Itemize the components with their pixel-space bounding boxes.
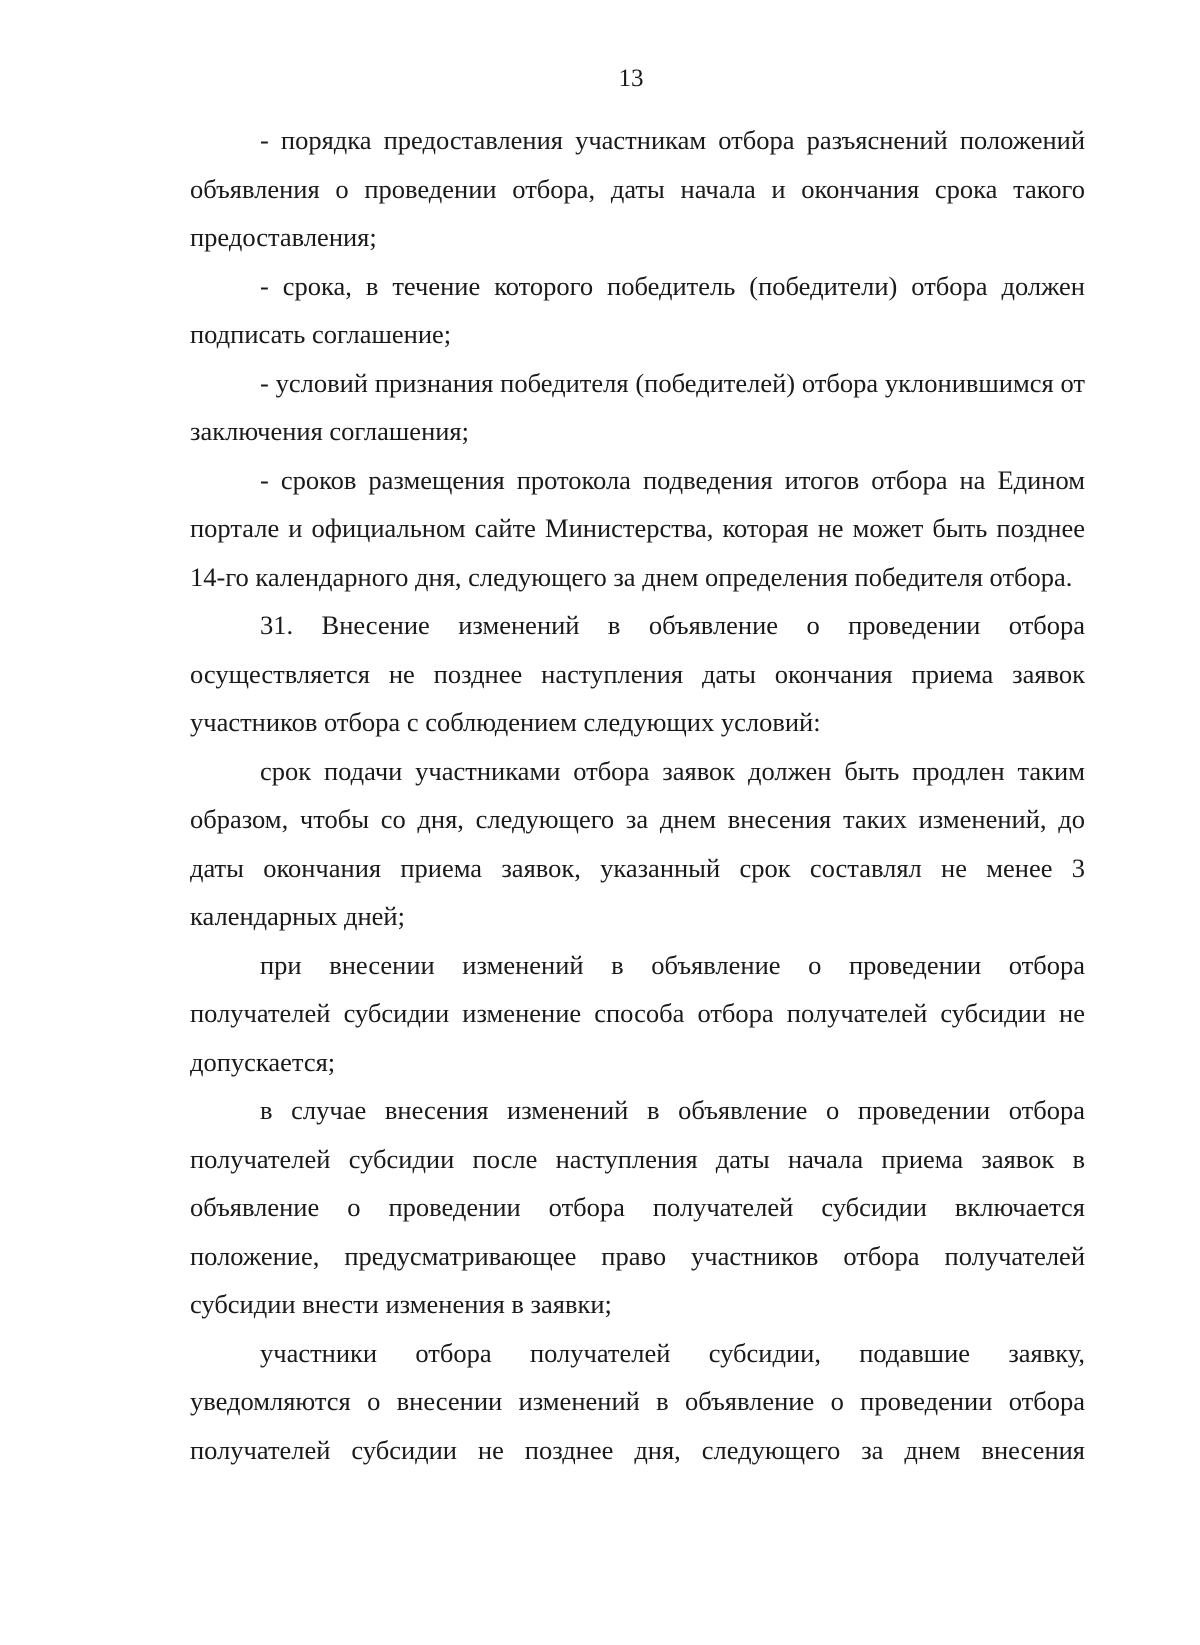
paragraph-deadline-extension: срок подачи участниками отбора заявок должен быть продлен таким образом, чтобы со дня, следующего за днем внесения таких изменений, до даты окончания приема заявок, указанный срок составлял не менее 3 календарных дней; [190, 755, 1085, 931]
page-number: 13 [618, 65, 644, 92]
paragraph-protocol-placement: - сроков размещения протокола подведения итогов отбора на Едином портале и официальном сайте Министерства, которая не может быть позднее 14-го календарного дня, следующего за днем определения победителя отбора. [190, 464, 1085, 592]
paragraph-clarifications-order: - порядка предоставления участникам отбора разъяснений положений объявления о проведении отбора, даты начала и окончания срока такого предоставления; [190, 125, 1085, 252]
paragraph-application-changes: в случае внесения изменений в объявление о проведении отбора получателей субсидии после наступления даты начала приема заявок в объявление о проведении отбора получателей субсидии включается положение, предусматривающее право участников отбора получателей субсидии внести изменения в заявки; [190, 1095, 1085, 1319]
paragraph-participant-notification: участники отбора получателей субсидии, подавшие заявку, уведомляются о внесении изменений в объявление о проведении отбора получателей субсидии не позднее дня, следующего за днем внесения [190, 1337, 1085, 1465]
paragraph-evasion-conditions: - условий признания победителя (победителей) отбора уклонившимся от заключения соглашения; [190, 367, 1085, 446]
paragraph-section-31: 31. Внесение изменений в объявление о проведении отбора осуществляется не позднее наступления даты окончания приема заявок участников отбора с соблюдением следующих условий: [190, 610, 1085, 737]
paragraph-agreement-deadline: - срока, в течение которого победитель (победители) отбора должен подписать соглашение; [190, 270, 1085, 349]
document-body [190, 116, 1085, 1474]
paragraph-selection-method: при внесении изменений в объявление о проведении отбора получателей субсидии изменение способа отбора получателей субсидии не допускается; [190, 949, 1085, 1077]
